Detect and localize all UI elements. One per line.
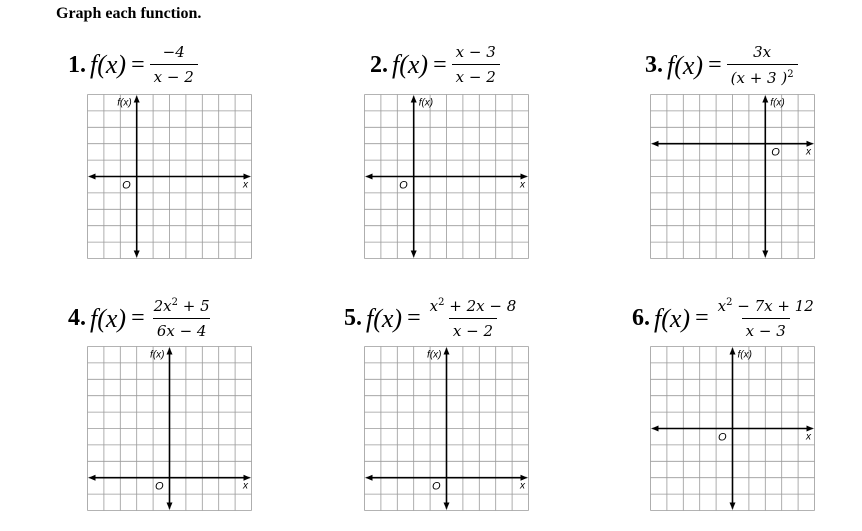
function-name: f(x) [392, 50, 429, 79]
y-axis-up-arrow-icon [762, 96, 768, 103]
y-axis-label: f(x) [418, 97, 434, 109]
numerator: x − 3 [455, 43, 496, 61]
instructions: Graph each function. [56, 5, 202, 22]
coordinate-grid-3[interactable] [650, 94, 815, 259]
denominator: x − 2 [452, 64, 500, 85]
x-axis-label: x [243, 480, 248, 492]
x-axis-label: x [806, 431, 811, 443]
problem-number: 2. [370, 51, 388, 78]
y-axis-up-arrow-icon [444, 348, 450, 355]
x-axis-label: x [520, 480, 525, 492]
x-axis-left-arrow-icon [652, 426, 659, 432]
y-axis-down-arrow-icon [134, 251, 140, 258]
y-axis-up-arrow-icon [730, 348, 736, 355]
denominator: x − 3 [742, 318, 790, 339]
equals-sign: = [131, 305, 145, 331]
fraction [150, 298, 214, 339]
equation-5 [344, 298, 520, 339]
problem-number: 6. [632, 305, 650, 331]
y-axis-label: f(x) [150, 349, 165, 361]
fraction [452, 45, 500, 85]
coordinate-grid-1[interactable] [87, 94, 252, 259]
y-axis-up-arrow-icon [167, 348, 173, 355]
numerator: $2x^2 + 5$ [153, 297, 210, 315]
numerator: $x^2 + 2x - 8$ [429, 297, 517, 315]
x-axis-left-arrow-icon [652, 141, 659, 147]
equals-sign: = [695, 305, 709, 331]
coordinate-grid-2[interactable] [364, 94, 529, 259]
y-axis-down-arrow-icon [762, 251, 768, 258]
x-axis-label: x [806, 146, 811, 158]
x-axis-label: x [243, 179, 248, 191]
y-axis-up-arrow-icon [134, 96, 140, 103]
coordinate-grid-6[interactable] [650, 346, 815, 511]
y-axis-down-arrow-icon [730, 503, 736, 510]
y-axis-label: f(x) [427, 349, 442, 361]
origin-label: O [717, 431, 727, 444]
denominator: 6x − 4 [153, 318, 211, 339]
denominator: x − 2 [449, 318, 497, 339]
origin-label: O [771, 146, 780, 159]
problem-number: 1. [68, 51, 86, 78]
fraction [714, 298, 818, 339]
y-axis-label: f(x) [737, 349, 752, 361]
function-name: f(x) [90, 50, 127, 79]
denominator: (x + 3 )$^2$ [727, 64, 798, 86]
numerator: −4 [162, 43, 185, 61]
y-axis-label: f(x) [770, 97, 785, 109]
origin-label: O [122, 179, 131, 192]
fraction [426, 298, 521, 339]
coordinate-grid-4[interactable] [87, 346, 252, 511]
y-axis-down-arrow-icon [167, 503, 173, 510]
origin-label: O [431, 480, 441, 493]
equation-6 [632, 298, 818, 339]
y-axis-up-arrow-icon [411, 96, 417, 103]
numerator: 3x [753, 43, 772, 61]
origin-label: O [399, 179, 408, 192]
equals-sign: = [407, 305, 421, 331]
function-name: f(x) [366, 303, 403, 333]
x-axis-left-arrow-icon [89, 475, 96, 481]
denominator: x − 2 [150, 64, 198, 85]
equals-sign: = [708, 52, 722, 78]
x-axis-label: x [520, 179, 525, 191]
fraction [727, 45, 798, 86]
x-axis-left-arrow-icon [366, 475, 373, 481]
coordinate-grid-5[interactable] [364, 346, 529, 511]
y-axis-down-arrow-icon [444, 503, 450, 510]
problem-number: 3. [645, 52, 663, 78]
x-axis-left-arrow-icon [89, 174, 96, 180]
function-name: f(x) [654, 303, 691, 333]
y-axis-label: f(x) [117, 97, 132, 109]
problem-number: 5. [344, 305, 362, 331]
origin-label: O [154, 480, 164, 493]
problem-number: 4. [68, 305, 86, 331]
equation-2 [370, 45, 500, 85]
equation-4 [68, 298, 214, 339]
equals-sign: = [131, 51, 145, 78]
equals-sign: = [433, 51, 447, 78]
equation-3 [645, 45, 798, 86]
function-name: f(x) [90, 303, 127, 333]
equation-1 [68, 45, 198, 85]
function-name: f(x) [667, 50, 704, 80]
x-axis-left-arrow-icon [366, 174, 373, 180]
numerator: $x^2 - 7x + 12$ [717, 297, 814, 315]
fraction [150, 45, 198, 85]
y-axis-down-arrow-icon [411, 251, 417, 258]
